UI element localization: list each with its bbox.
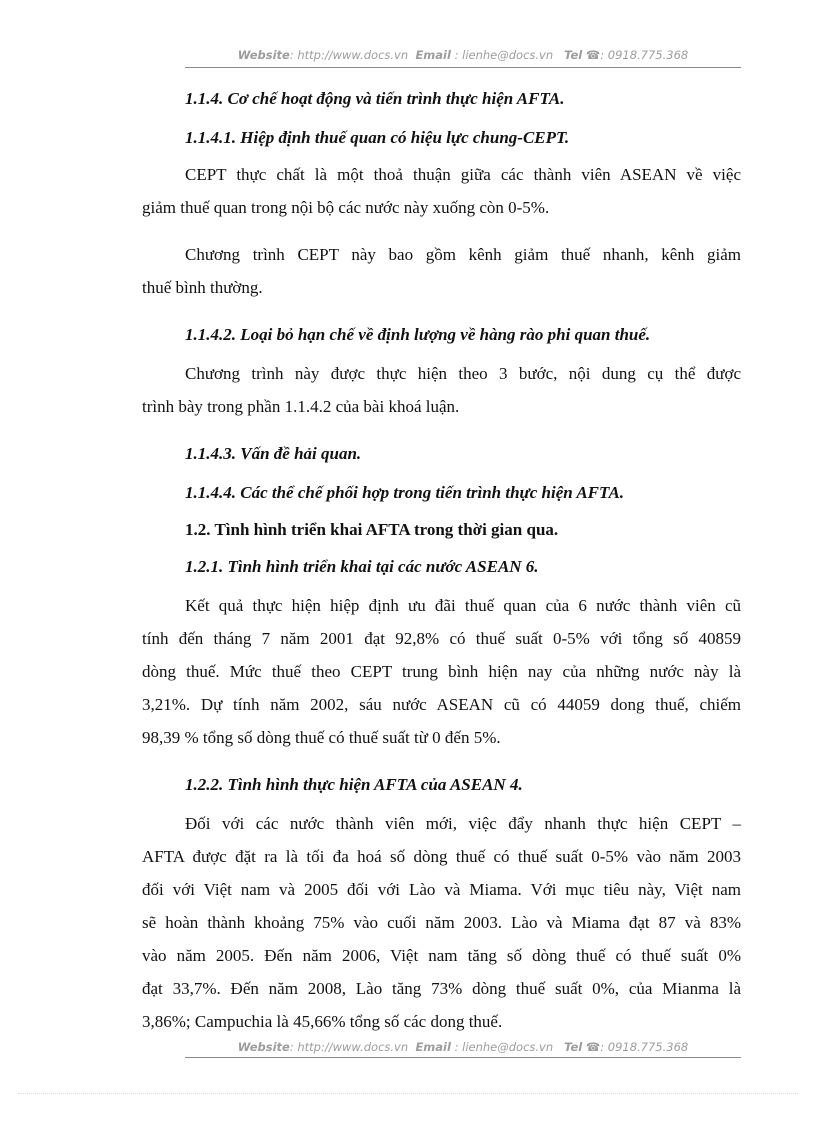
tel-value: : 0918.775.368 <box>600 1040 689 1054</box>
heading-1-1-4-2: 1.1.4.2. Loại bỏ hạn chế về định lượng về hàng rào phi quan thuế. <box>185 325 651 344</box>
page-edge-divider <box>18 1093 798 1094</box>
heading-1-1-4-1: 1.1.4.1. Hiệp định thuế quan có hiệu lực chung-CEPT. <box>185 128 570 147</box>
tel-label: Tel <box>564 1040 583 1054</box>
text-line: 3,21%. Dự tính năm 2002, sáu nước ASEAN cũ có 44059 dong thuế, chiếm <box>142 695 741 714</box>
tel-label: Tel <box>564 48 583 62</box>
text-line: Chương trình này được thực hiện theo 3 bước, nội dung cụ thể được <box>185 364 741 383</box>
text-line: 3,86%; Campuchia là 45,66% tổng số các dong thuế. <box>142 1012 503 1031</box>
text-line: thuế bình thường. <box>142 278 263 297</box>
text-line: sẽ hoàn thành khoảng 75% vào cuối năm 2003. Lào và Miama đạt 87 và 83% <box>142 913 741 932</box>
text-line: 98,39 % tổng số dòng thuế có thuế suất từ 0 đến 5%. <box>142 728 501 747</box>
heading-1-1-4: 1.1.4. Cơ chế hoạt động và tiến trình thực hiện AFTA. <box>185 89 565 108</box>
text-line: Chương trình CEPT này bao gồm kênh giảm thuế nhanh, kênh giảm <box>185 245 741 264</box>
text-line: trình bày trong phần 1.1.4.2 của bài khoá luận. <box>142 397 460 416</box>
paragraph-asean6 <box>142 589 741 754</box>
heading-1-2-2: 1.2.2. Tình hình thực hiện AFTA của ASEAN 4. <box>185 775 523 794</box>
text-line: dòng thuế. Mức thuế theo CEPT trung bình hiện nay của những nước này là <box>142 662 741 681</box>
text-line: giảm thuế quan trong nội bộ các nước này xuống còn 0-5%. <box>142 198 550 217</box>
website-value: : http://www.docs.vn <box>289 48 409 62</box>
page-header <box>185 48 741 62</box>
website-label: Website <box>237 48 290 62</box>
heading-1-1-4-4: 1.1.4.4. Các thể chế phối hợp trong tiến trình thực hiện AFTA. <box>185 483 625 502</box>
text-line: tính đến tháng 7 năm 2001 đạt 92,8% có thuế suất 0-5% với tổng số 40859 <box>142 629 741 648</box>
heading-1-1-4-3: 1.1.4.3. Vấn đề hải quan. <box>185 444 362 463</box>
paragraph-asean4 <box>142 807 741 1038</box>
document-body <box>142 80 741 1038</box>
email-value: : lienhe@docs.vn <box>454 1040 554 1054</box>
email-label: Email <box>415 48 451 62</box>
text-line: Đối với các nước thành viên mới, việc đẩy nhanh thực hiện CEPT – <box>185 814 741 833</box>
page-footer <box>185 1040 741 1054</box>
tel-value: : 0918.775.368 <box>600 48 689 62</box>
text-line: đối với Việt nam và 2005 đối với Lào và Miama. Với mục tiêu này, Việt nam <box>142 880 741 899</box>
paragraph-cept <box>142 158 741 224</box>
text-line: vào năm 2005. Đến năm 2006, Việt nam tăng số dòng thuế có thuế suất 0% <box>142 946 741 965</box>
telephone-icon: ☎ <box>585 1040 601 1054</box>
text-line: đạt 33,7%. Đến năm 2008, Lào tăng 73% dòng thuế suất 0%, của Mianma là <box>142 979 741 998</box>
email-value: : lienhe@docs.vn <box>454 48 554 62</box>
paragraph-three-steps <box>142 357 741 423</box>
text-line: Kết quả thực hiện hiệp định ưu đãi thuế quan của 6 nước thành viên cũ <box>185 596 741 615</box>
heading-1-2: 1.2. Tình hình triển khai AFTA trong thời gian qua. <box>185 520 559 539</box>
paragraph-cept-channels <box>142 238 741 304</box>
email-label: Email <box>415 1040 451 1054</box>
header-rule <box>185 67 741 68</box>
text-line: CEPT thực chất là một thoả thuận giữa các thành viên ASEAN về việc <box>185 165 741 184</box>
text-line: AFTA được đặt ra là tối đa hoá số dòng thuế có thuế suất 0-5% vào năm 2003 <box>142 847 741 866</box>
telephone-icon: ☎ <box>585 48 601 62</box>
website-label: Website <box>237 1040 290 1054</box>
website-value: : http://www.docs.vn <box>289 1040 409 1054</box>
heading-1-2-1: 1.2.1. Tình hình triển khai tại các nước ASEAN 6. <box>185 557 539 576</box>
footer-rule <box>185 1057 741 1058</box>
